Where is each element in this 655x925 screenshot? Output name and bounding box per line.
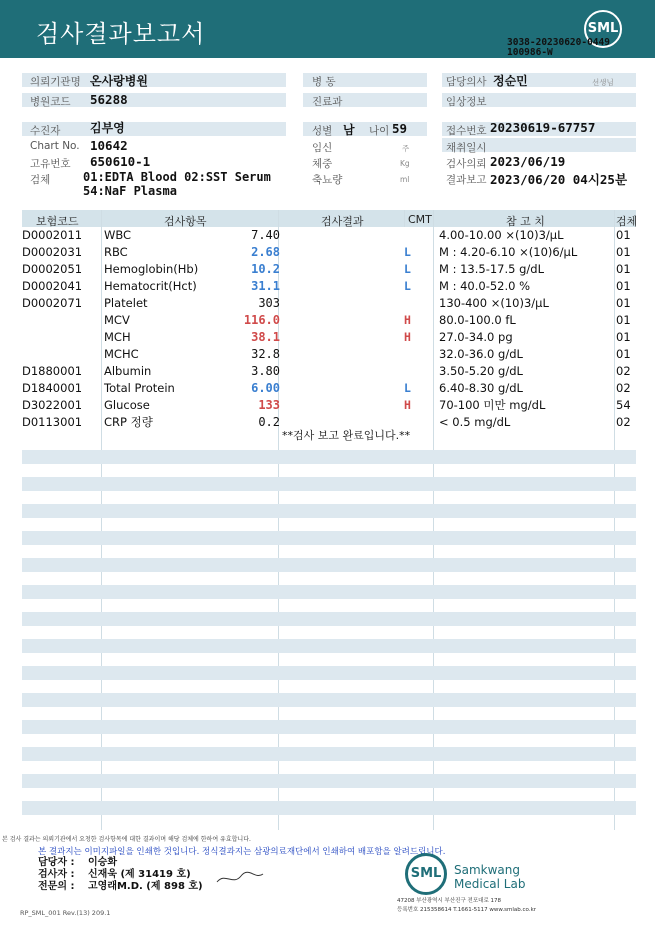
sex-value: 남	[343, 123, 355, 137]
document-number-2: 100986-W	[507, 47, 553, 58]
table-row	[22, 295, 636, 312]
sig2-name: 신재욱 (제 31419 호)	[88, 869, 191, 880]
result-item: RBC	[104, 245, 128, 259]
hospital-label: 의뢰기관명	[30, 76, 81, 88]
result-specimen: 02	[616, 364, 631, 378]
result-item: Platelet	[104, 296, 148, 310]
result-specimen: 01	[616, 296, 631, 310]
col-result: 검사결과	[321, 215, 364, 228]
col-divider	[404, 210, 405, 227]
result-value: 7.40	[251, 228, 280, 242]
id-label: 고유번호	[30, 158, 71, 170]
small-note: 본 검사 결과는 의뢰기관에서 요청한 검사항목에 대한 결과이며 해당 검체에 한하여 유효합니다.	[2, 836, 251, 843]
empty-row-stripe	[22, 477, 636, 491]
result-value: 116.0	[243, 313, 280, 327]
brand-name-2: Medical Lab	[454, 877, 526, 891]
result-value: 2.68	[251, 245, 280, 259]
brand-address: 47208 부산광역시 부산진구 전포대로 178	[397, 898, 502, 904]
collect-label: 채취일시	[446, 142, 487, 154]
doctor-label: 담당의사	[446, 76, 487, 88]
specimen-label: 검체	[30, 174, 51, 186]
result-flag: H	[404, 398, 411, 412]
form-number: RP_SML_001 Rev.(13) 209.1	[20, 909, 111, 917]
print-notice: 본 결과지는 이미지파일을 인쇄한 것입니다. 정식결과지는 삼광의료재단에서 인쇄하여 배포함을 알려드립니다.	[38, 847, 446, 857]
result-reference: 3.50-5.20 g/dL	[439, 364, 523, 378]
result-specimen: 02	[616, 381, 631, 395]
result-reference: 70-100 미만 mg/dL	[439, 398, 546, 412]
page-title: 검사결과보고서	[36, 20, 206, 48]
document-number-1: 3038-20230620-0449	[507, 37, 610, 48]
result-specimen: 01	[616, 245, 631, 259]
receipt-number: 20230619-67757	[490, 120, 596, 135]
document-number	[507, 38, 610, 58]
result-reference: M : 4.20-6.10 ×(10)6/μL	[439, 245, 578, 259]
result-value: 10.2	[251, 262, 280, 276]
col-spec: 검체	[616, 215, 638, 228]
result-reference: 80.0-100.0 fL	[439, 313, 516, 327]
table-row	[22, 244, 636, 261]
pregnancy-label: 임신	[312, 142, 333, 154]
result-specimen: 54	[616, 398, 631, 412]
result-reference: 32.0-36.0 g/dL	[439, 347, 523, 361]
result-value: 32.8	[251, 347, 280, 361]
empty-row-stripe	[22, 504, 636, 518]
sig3-label: 전문의 :	[38, 881, 75, 892]
result-value: 38.1	[251, 330, 280, 344]
hospital-code: 56288	[90, 92, 128, 107]
ward-label: 병 동	[312, 76, 336, 88]
result-value: 31.1	[251, 279, 280, 293]
urine-label: 축뇨량	[312, 174, 343, 186]
result-code: D0002031	[22, 245, 83, 259]
result-item: Albumin	[104, 364, 152, 378]
sig1-label: 담당자 :	[38, 857, 75, 868]
sig3-name: 고영래M.D. (제 898 호)	[88, 881, 203, 892]
logo-text: SML	[587, 21, 619, 36]
doctor-suffix: 선생님	[592, 78, 614, 87]
result-reference: M : 40.0-52.0 %	[439, 279, 531, 293]
table-row	[22, 278, 636, 295]
empty-row-stripe	[22, 666, 636, 680]
empty-row-stripe	[22, 450, 636, 464]
weight-label: 체중	[312, 158, 333, 170]
result-code: D3022001	[22, 398, 83, 412]
empty-row-stripe	[22, 558, 636, 572]
report-label: 결과보고	[446, 174, 487, 186]
table-row	[22, 346, 636, 363]
empty-row-stripe	[22, 801, 636, 815]
sig1-name: 이승화	[88, 857, 117, 868]
result-value: 6.00	[251, 381, 280, 395]
hospital-code-label: 병원코드	[30, 96, 71, 108]
result-reference: 4.00-10.00 ×(10)3/μL	[439, 228, 564, 242]
request-date: 2023/06/19	[490, 154, 566, 169]
brand-name-1: Samkwang	[454, 863, 520, 877]
empty-row-stripe	[22, 720, 636, 734]
result-value: 3.80	[251, 364, 280, 378]
result-code: D0002011	[22, 228, 83, 242]
empty-row-stripe	[22, 585, 636, 599]
result-code: D0002051	[22, 262, 83, 276]
handwritten-signature	[215, 868, 265, 888]
result-item: Total Protein	[104, 381, 175, 395]
empty-row-stripe	[22, 747, 636, 761]
sml-brand-logo-icon	[405, 853, 447, 895]
result-item: WBC	[104, 228, 132, 242]
clinical-label: 임상정보	[446, 96, 487, 108]
result-item: Hematocrit(Hct)	[104, 279, 197, 293]
signature-specialist	[38, 877, 203, 892]
result-code: D0002041	[22, 279, 83, 293]
table-row	[22, 363, 636, 380]
chart-label: Chart No.	[30, 140, 80, 152]
result-specimen: 01	[616, 330, 631, 344]
result-code: D1880001	[22, 364, 83, 378]
empty-row-stripe	[22, 693, 636, 707]
specimen-1: 01:EDTA Blood 02:SST Serum	[83, 170, 271, 184]
id-value: 650610-1	[90, 154, 151, 169]
pregnancy-unit: 주	[402, 144, 410, 153]
result-item: Hemoglobin(Hb)	[104, 262, 199, 276]
result-item: MCHC	[104, 347, 139, 361]
result-specimen: 01	[616, 262, 631, 276]
result-flag: L	[404, 245, 411, 259]
age-label: 나이	[369, 125, 390, 137]
col-item: 검사항목	[164, 215, 207, 228]
empty-row-stripe	[22, 612, 636, 626]
urine-unit: ml	[400, 175, 410, 184]
result-reference: M : 13.5-17.5 g/dL	[439, 262, 545, 276]
table-row	[22, 329, 636, 346]
result-code: D0113001	[22, 415, 83, 429]
brand-contact: 등록번호 215358614 T.1661-5117 www.smlab.co.kr	[397, 907, 537, 913]
col-cmt: CMT	[408, 213, 432, 226]
result-item: MCV	[104, 313, 130, 327]
result-specimen: 01	[616, 347, 631, 361]
result-specimen: 01	[616, 228, 631, 242]
table-row	[22, 380, 636, 397]
empty-row-stripe	[22, 531, 636, 545]
report-datetime: 2023/06/20 04시25분	[490, 172, 628, 187]
result-flag: L	[404, 262, 411, 276]
result-reference: 6.40-8.30 g/dL	[439, 381, 523, 395]
age-value: 59	[392, 121, 408, 136]
patient-name: 김부영	[90, 121, 125, 135]
result-item: MCH	[104, 330, 131, 344]
request-label: 검사의뢰	[446, 158, 487, 170]
result-reference: 130-400 ×(10)3/μL	[439, 296, 549, 310]
empty-row-stripe	[22, 774, 636, 788]
result-specimen: 01	[616, 313, 631, 327]
result-specimen: 01	[616, 279, 631, 293]
stripe	[22, 122, 286, 136]
sig2-label: 검사자 :	[38, 869, 75, 880]
specimen-2: 54:NaF Plasma	[83, 184, 177, 198]
result-reference: < 0.5 mg/dL	[439, 415, 511, 429]
receipt-label: 접수번호	[446, 125, 487, 137]
result-flag: L	[404, 381, 411, 395]
weight-unit: Kg	[400, 159, 410, 168]
dept-label: 진료과	[312, 96, 343, 108]
table-row	[22, 397, 636, 414]
result-flag: H	[404, 330, 411, 344]
sex-label: 성별	[312, 125, 333, 137]
result-code: D0002071	[22, 296, 83, 310]
patient-label: 수진자	[30, 125, 61, 137]
result-flag: H	[404, 313, 411, 327]
result-item: CRP 정량	[104, 415, 153, 429]
table-row	[22, 312, 636, 329]
result-specimen: 02	[616, 415, 631, 429]
result-code: D1840001	[22, 381, 83, 395]
hospital-name: 온사랑병원	[90, 74, 148, 88]
table-row	[22, 261, 636, 278]
doctor-name: 정순민	[493, 74, 528, 88]
result-reference: 27.0-34.0 pg	[439, 330, 513, 344]
col-code: 보험코드	[36, 215, 79, 228]
result-value: 303	[258, 296, 280, 310]
table-row	[22, 227, 636, 244]
brand-logo-text: SML	[410, 866, 442, 881]
chart-number: 10642	[90, 138, 128, 153]
empty-row-stripe	[22, 639, 636, 653]
col-ref: 참 고 치	[506, 215, 545, 228]
result-value: 133	[258, 398, 280, 412]
result-flag: L	[404, 279, 411, 293]
end-note: **검사 보고 완료입니다.**	[282, 429, 411, 442]
result-value: 0.2	[258, 415, 280, 429]
result-item: Glucose	[104, 398, 150, 412]
